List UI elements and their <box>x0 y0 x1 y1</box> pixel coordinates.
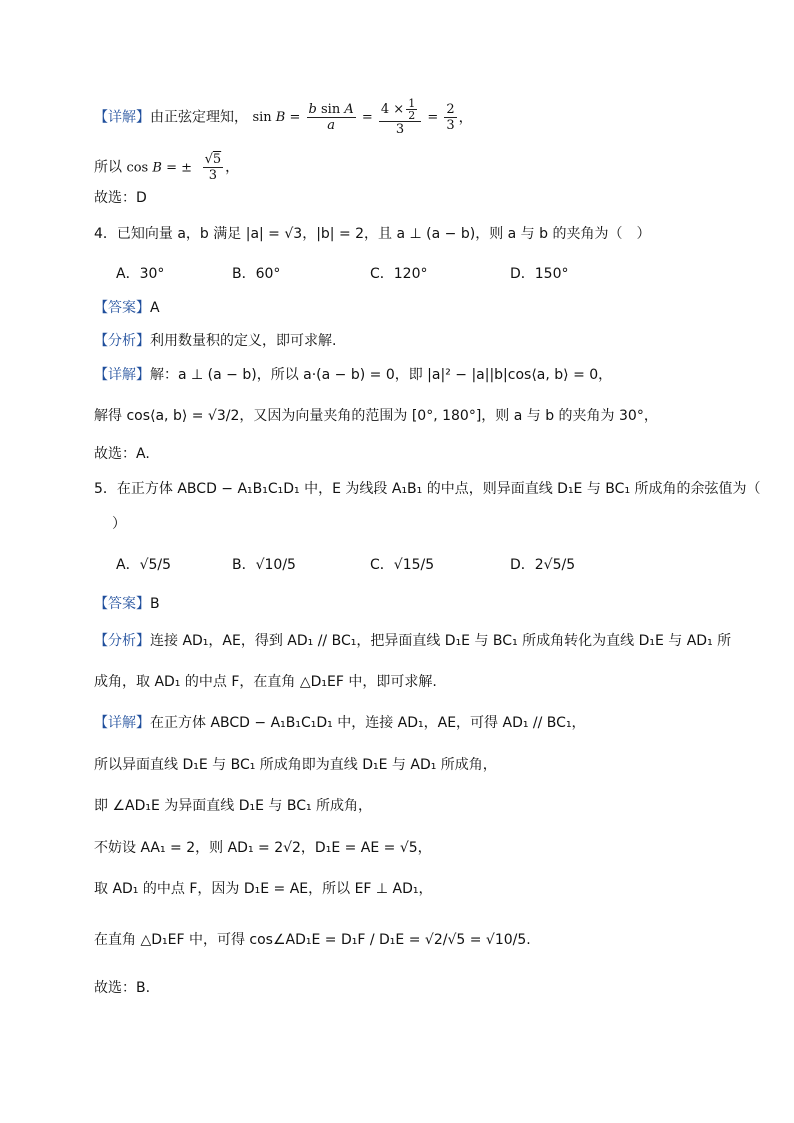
q5-detail-2: 所以异面直线 D₁E 与 BC₁ 所成角即为直线 D₁E 与 AD₁ 所成角， <box>94 757 497 773</box>
q5-choice: 故选：B. <box>94 980 151 996</box>
q4-stem: 4．已知向量 a，b 满足 |a| = √3，|b| = 2，且 a ⊥ (a − b)，则 a 与 b 的夹角为（ ） <box>94 226 651 242</box>
q3-detail-line <box>94 98 473 137</box>
q4-detail-1: 解：a ⊥ (a − b)，所以 a·(a − b) = 0，即 |a|² − |a||b|cos⟨a, b⟩ = 0， <box>150 367 613 383</box>
answer-tag: 【答案】 <box>94 596 150 612</box>
q5-detail-4: 不妨设 AA₁ = 2，则 AD₁ = 2√2，D₁E = AE = √5， <box>94 840 432 856</box>
q3-detail-lead: 由正弦定理知， <box>150 109 248 126</box>
q5-detail-5: 取 AD₁ 的中点 F，因为 D₁E = AE，所以 EF ⊥ AD₁， <box>94 881 433 897</box>
q4-analysis: 利用数量积的定义，即可求解. <box>150 333 337 349</box>
detail-tag: 【详解】 <box>94 367 150 383</box>
q5-answer-line <box>94 594 160 614</box>
q5-option-a: A．√5/5 <box>116 557 172 573</box>
q5-stem-1: 5．在正方体 ABCD − A₁B₁C₁D₁ 中，E 为线段 A₁B₁ 的中点，则异面直线 D₁E 与 BC₁ 所成角的余弦值为（ <box>94 481 761 497</box>
q5-detail-1: 在正方体 ABCD − A₁B₁C₁D₁ 中，连接 AD₁，AE，可得 AD₁ // BC₁， <box>150 715 586 731</box>
q4-detail-2: 解得 cos⟨a, b⟩ = √3/2，又因为向量夹角的范围为 [0°, 180°]，则 a 与 b 的夹角为 30°， <box>94 408 658 424</box>
q5-detail-line-1 <box>94 713 586 733</box>
q4-detail-line-1 <box>94 365 612 385</box>
analysis-tag: 【分析】 <box>94 633 150 649</box>
q5-option-d: D．2√5/5 <box>510 557 576 573</box>
q3-choice: 故选：D <box>94 190 147 206</box>
q5-option-c: C．√15/5 <box>370 557 435 573</box>
q4-answer-line <box>94 298 160 318</box>
q5-option-b: B．√10/5 <box>232 557 296 573</box>
q4-option-c: C．120° <box>370 266 428 282</box>
q4-answer: A <box>150 300 160 316</box>
q5-analysis-line-1 <box>94 631 731 651</box>
q3-cos-line: 所以 cos B = ± $\frac{√5}{3}$ ， <box>94 152 240 183</box>
q3-detail-formula: sin B = $\frac{\text{b sin A}}{a}$ = 4 × $\frac{1}{2}$ 3 = $\frac{2}{3}$ ， <box>252 97 473 137</box>
q4-analysis-line <box>94 331 336 351</box>
q4-option-b: B．60° <box>232 266 281 282</box>
q5-detail-6: 在直角 △D₁EF 中，可得 cos∠AD₁E = D₁F / D₁E = √2/√5 = √10/5. <box>94 932 531 948</box>
q5-answer: B <box>150 596 160 612</box>
q5-detail-3: 即 ∠AD₁E 为异面直线 D₁E 与 BC₁ 所成角， <box>94 798 373 814</box>
analysis-tag: 【分析】 <box>94 333 150 349</box>
q5-analysis-1: 连接 AD₁，AE，得到 AD₁ // BC₁，把异面直线 D₁E 与 BC₁ 所成角转化为直线 D₁E 与 AD₁ 所 <box>150 633 732 649</box>
q4-option-a: A．30° <box>116 266 165 282</box>
answer-tag: 【答案】 <box>94 300 150 316</box>
detail-tag: 【详解】 <box>94 109 150 126</box>
q5-stem-2: ） <box>112 516 126 532</box>
detail-tag: 【详解】 <box>94 715 150 731</box>
q4-choice: 故选：A. <box>94 446 150 462</box>
q5-analysis-2: 成角，取 AD₁ 的中点 F，在直角 △D₁EF 中，即可求解. <box>94 674 437 690</box>
q4-option-d: D．150° <box>510 266 569 282</box>
